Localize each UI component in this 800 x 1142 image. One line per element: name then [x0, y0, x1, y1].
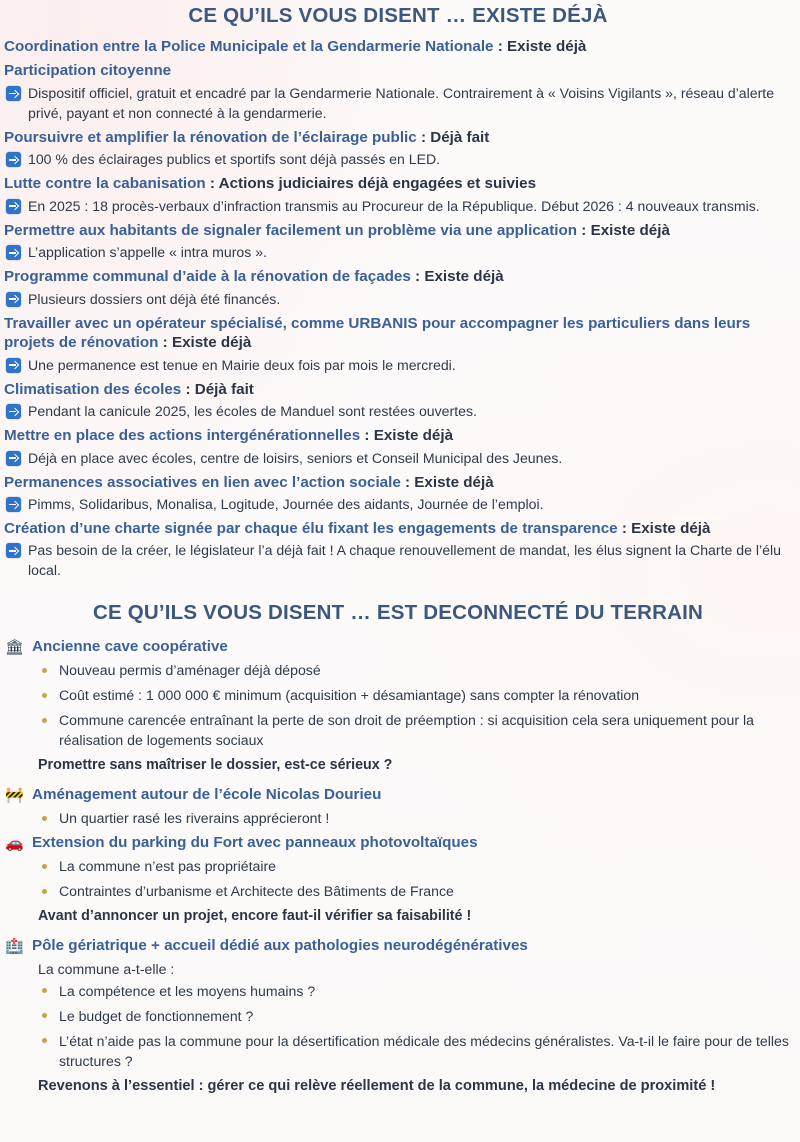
promise-detail-row [2, 83, 794, 123]
promise-separator: : [577, 221, 591, 239]
promise-detail-row [2, 540, 794, 580]
promise-detail-text: Pas besoin de la créer, le législateur l’a déjà fait ! A chaque renouvellement de mandat, les élus signent la Charte de l’élu local. [28, 542, 781, 579]
hospital-icon: 🏥 [5, 938, 24, 956]
topic-bullet: L’état n’aide pas la commune pour la désertification médicale des médecins généralistes. Va-t-il le faire pour de telles structures ? [38, 1031, 794, 1071]
promise-heading [2, 426, 794, 445]
topic-title: Ancienne cave coopérative [32, 638, 228, 656]
arrow-right-icon [6, 152, 21, 167]
promise-claim: Coordination entre la Police Municipale et la Gendarmerie Nationale [4, 38, 494, 55]
topic-bullet: Contraintes d’urbanisme et Architecte des Bâtiments de France [38, 881, 794, 901]
arrow-right-icon [6, 292, 21, 307]
topic-bullet-list [2, 856, 794, 901]
promise-heading [2, 314, 794, 353]
topic-block [2, 936, 794, 1070]
promise-heading [2, 37, 794, 56]
classical-building-icon: 🏛 [5, 639, 25, 657]
promise-heading [2, 61, 794, 80]
arrow-right-icon [6, 497, 21, 512]
promise-block [2, 519, 794, 580]
construction-barrier-icon: 🚧 [5, 787, 24, 805]
promise-block [2, 473, 794, 514]
promise-verdict: Existe déjà [590, 221, 670, 239]
promise-heading [2, 473, 794, 492]
promise-claim: Lutte contre la cabanisation [4, 175, 206, 193]
section-one-title: CE QU’ILS VOUS DISENT … EXISTE DÉJÀ [188, 4, 608, 27]
promise-block [2, 174, 794, 215]
promise-separator: : [410, 268, 425, 286]
promise-verdict: Existe déjà [414, 473, 494, 491]
promise-separator: : [493, 38, 507, 55]
promise-separator: : [400, 473, 415, 491]
section-one-list [2, 37, 794, 580]
topic-note: La commune a-t-elle : [38, 961, 175, 978]
promise-verdict: Actions judiciaires déjà engagées et suivies [218, 175, 537, 193]
topic-kicker: Promettre sans maîtriser le dossier, est-ce sérieux ? [38, 757, 393, 774]
car-icon: 🚗 [5, 835, 24, 853]
topic-heading [2, 637, 794, 657]
topic-block [2, 637, 794, 775]
promise-claim: Permettre aux habitants de signaler facilement un problème via une application [4, 221, 578, 239]
promise-heading [2, 174, 794, 193]
topic-heading [2, 833, 794, 853]
promise-block [2, 380, 794, 421]
arrow-right-icon [6, 199, 21, 214]
promise-claim: Permanences associatives en lien avec l’action sociale [4, 473, 401, 491]
promise-separator: : [158, 334, 172, 352]
promise-claim: Mettre en place des actions intergénérationnelles [4, 427, 361, 445]
topic-bullet: Un quartier rasé les riverains apprécieront ! [38, 808, 794, 828]
promise-block [2, 314, 794, 375]
topic-bullet-list [2, 808, 794, 828]
promise-claim: Travailler avec un opérateur spécialisé, comme URBANIS pour accompagner les particuliers dans leurs projets de rénovation [4, 314, 751, 352]
topic-bullet-list [2, 981, 794, 1071]
promise-block [2, 37, 794, 56]
promise-block [2, 267, 794, 308]
promise-detail-text: Une permanence est tenue en Mairie deux fois par mois le mercredi. [28, 356, 456, 373]
promise-separator: : [416, 128, 431, 146]
promise-claim: Climatisation des écoles [4, 380, 182, 398]
topic-bullet: La compétence et les moyens humains ? [38, 981, 794, 1001]
promise-detail-row [2, 149, 794, 169]
promise-claim: Programme communal d’aide à la rénovation de façades [4, 268, 411, 286]
arrow-right-icon [6, 86, 21, 101]
topic-title: Pôle gériatrique + accueil dédié aux pathologies neurodégénératives [32, 937, 528, 955]
promise-block [2, 221, 794, 262]
topic-bullet: Nouveau permis d’aménager déjà déposé [38, 660, 794, 680]
topic-bullet: Le budget de fonctionnement ? [38, 1006, 794, 1026]
promise-verdict: Déjà fait [194, 380, 254, 398]
promise-heading [2, 519, 794, 538]
topic-title: Extension du parking du Fort avec panneaux photovoltaïques [32, 834, 478, 852]
promise-verdict: Existe déjà [631, 519, 711, 537]
promise-detail-text: L’application s’appelle « intra muros ». [28, 244, 267, 261]
section-two-title: CE QU’ILS VOUS DISENT … EST DECONNECTÉ DU TERRAIN [92, 601, 704, 625]
promise-detail-text: Pimms, Solidaribus, Monalisa, Logitude, Journée des aidants, Journée de l’emploi. [28, 495, 544, 512]
arrow-right-icon [6, 451, 21, 466]
promise-separator: : [205, 175, 219, 193]
promise-verdict: Déjà fait [430, 128, 490, 146]
promise-detail-row [2, 448, 794, 468]
promise-verdict: Existe déjà [373, 427, 454, 445]
section-two-list [2, 637, 794, 1070]
promise-heading [2, 380, 794, 399]
topic-kicker: Avant d’annoncer un projet, encore faut-il vérifier sa faisabilité ! [38, 908, 472, 925]
promise-detail-text: Plusieurs dossiers ont déjà été financés. [28, 290, 281, 307]
topic-bullet: Commune carencée entraînant la perte de son droit de préemption : si acquisition cela sera uniquement pour la réalisation de logements sociaux [38, 710, 794, 750]
promise-claim: Création d’une charte signée par chaque élu fixant les engagements de transparence [4, 519, 618, 537]
topic-bullet-list [2, 660, 794, 750]
promise-separator: : [360, 427, 374, 445]
promise-detail-row [2, 196, 794, 216]
closing-statement: Revenons à l’essentiel : gérer ce qui relève réellement de la commune, la médecine de proximité ! [38, 1077, 716, 1094]
arrow-right-icon [6, 543, 21, 558]
topic-heading [2, 936, 794, 956]
promise-detail-row [2, 401, 794, 421]
promise-detail-text: Dispositif officiel, gratuit et encadré par la Gendarmerie Nationale. Contrairement à « Voisins Vigilants », réseau d’alerte privé, payant et non connecté à la gendarmerie. [28, 84, 775, 121]
topic-bullet: La commune n’est pas propriétaire [38, 856, 794, 876]
promise-separator: : [617, 519, 632, 537]
arrow-right-icon [6, 404, 21, 419]
topic-block [2, 785, 794, 828]
promise-block [2, 128, 794, 169]
arrow-right-icon [6, 358, 21, 373]
promise-block [2, 426, 794, 467]
promise-detail-row [2, 289, 794, 309]
topic-heading [2, 785, 794, 805]
promise-detail-text: Déjà en place avec écoles, centre de loisirs, seniors et Conseil Municipal des Jeunes. [28, 449, 563, 466]
topic-title: Aménagement autour de l’école Nicolas Dourieu [32, 786, 382, 804]
promise-heading [2, 267, 794, 286]
topic-bullet: Coût estimé : 1 000 000 € minimum (acquisition + désamiantage) sans compter la rénovation [38, 685, 794, 705]
promise-verdict: Existe déjà [507, 38, 587, 55]
promise-block [2, 61, 794, 122]
promise-claim: Poursuivre et amplifier la rénovation de l’éclairage public [4, 128, 417, 146]
promise-claim: Participation citoyenne [4, 62, 172, 80]
promise-detail-text: Pendant la canicule 2025, les écoles de Manduel sont restées ouvertes. [28, 403, 477, 420]
promise-detail-row [2, 242, 794, 262]
promise-verdict: Existe déjà [171, 334, 252, 352]
promise-detail-row [2, 355, 794, 375]
promise-detail-text: En 2025 : 18 procès-verbaux d’infraction transmis au Procureur de la République. Début 2026 : 4 nouveaux transmis. [28, 197, 760, 214]
promise-separator: : [181, 380, 195, 398]
promise-detail-row [2, 494, 794, 514]
promise-detail-text: 100 % des éclairages publics et sportifs sont déjà passés en LED. [28, 151, 441, 168]
promise-verdict: Existe déjà [424, 268, 504, 286]
arrow-right-icon [6, 245, 21, 260]
topic-block [2, 833, 794, 926]
promise-heading [2, 221, 794, 240]
promise-heading [2, 128, 794, 147]
